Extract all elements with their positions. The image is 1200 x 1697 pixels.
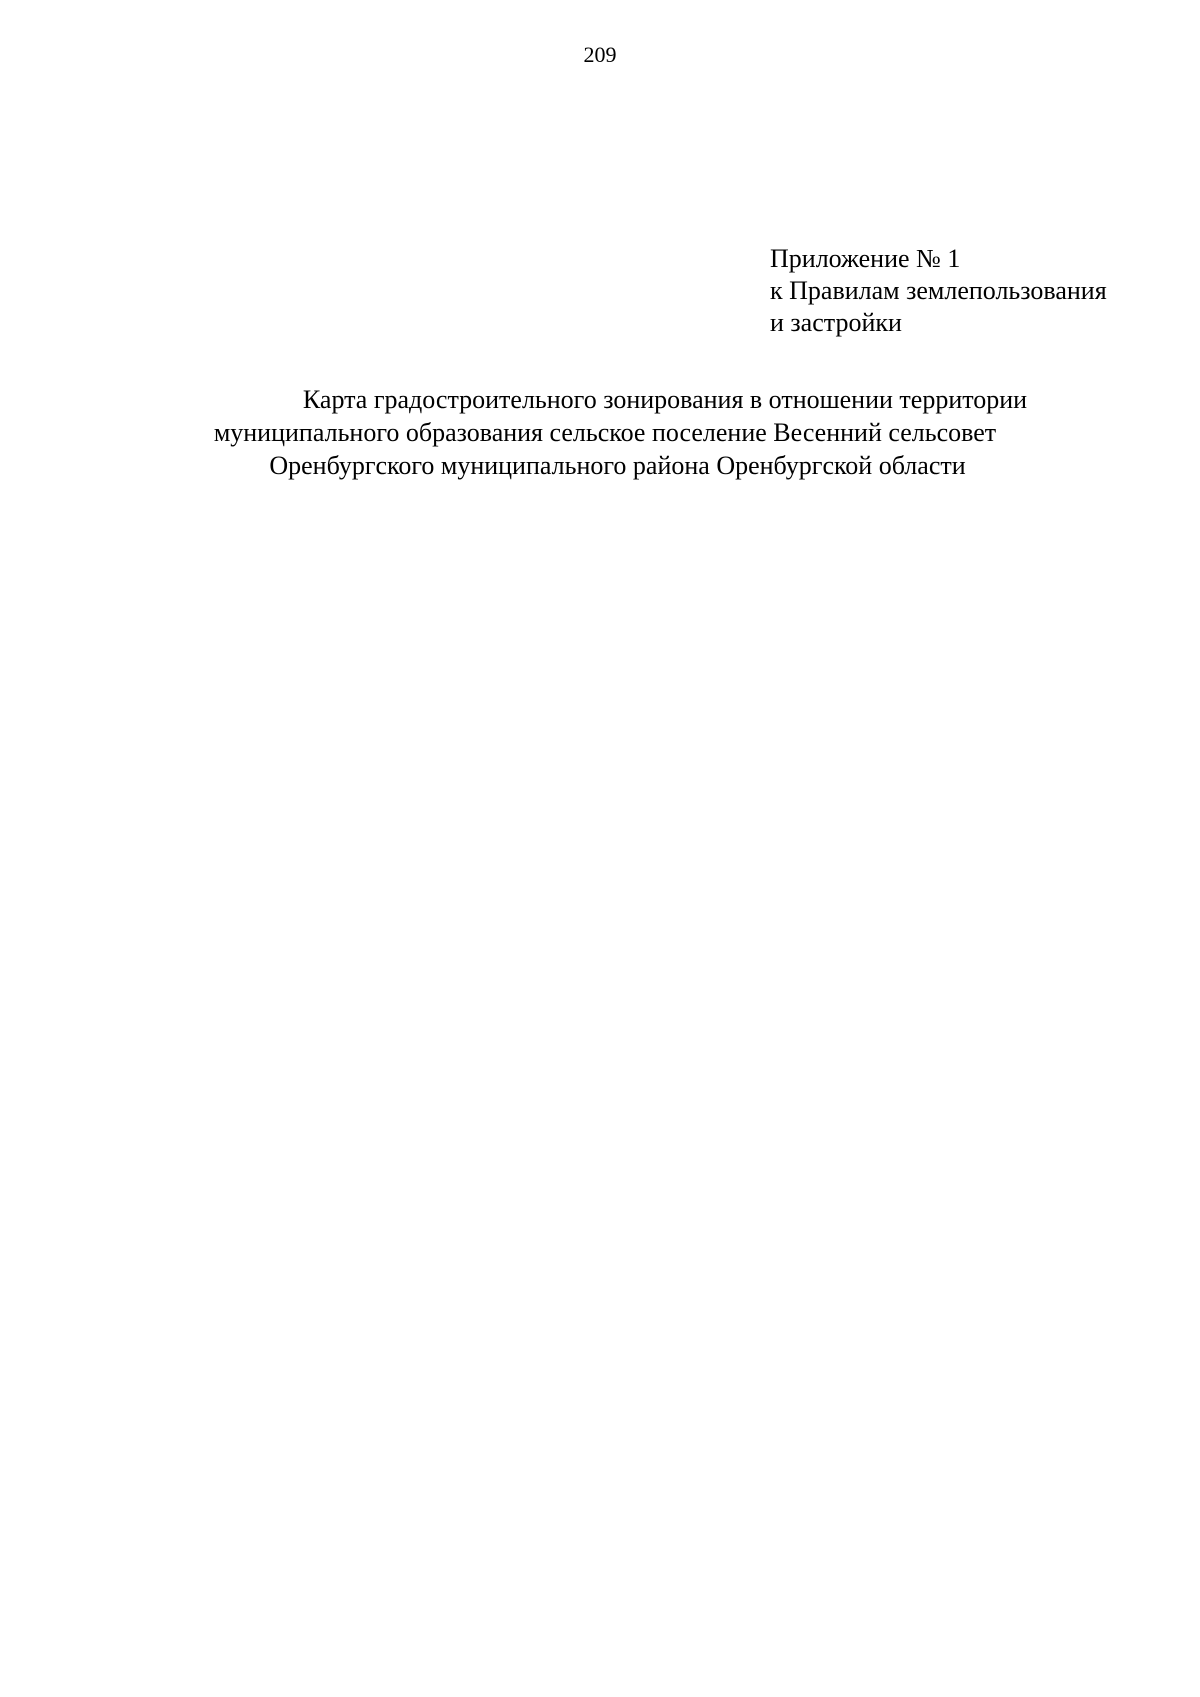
title-line-1: Карта градостроительного зонирования в отношении территории: [302, 385, 1028, 414]
title-line-3: Оренбургского муниципального района Оренбургской области: [269, 451, 966, 480]
appendix-line-3: и застройки: [770, 308, 902, 337]
title-line-2: муниципального образования сельское поселение Весенний сельсовет: [213, 418, 997, 447]
appendix-line-2: к Правилам землепользования: [770, 276, 1107, 305]
document-title: [0, 383, 1200, 482]
appendix-reference: [770, 243, 1107, 339]
appendix-line-1: Приложение № 1: [770, 244, 961, 273]
page-number: 209: [583, 42, 617, 67]
